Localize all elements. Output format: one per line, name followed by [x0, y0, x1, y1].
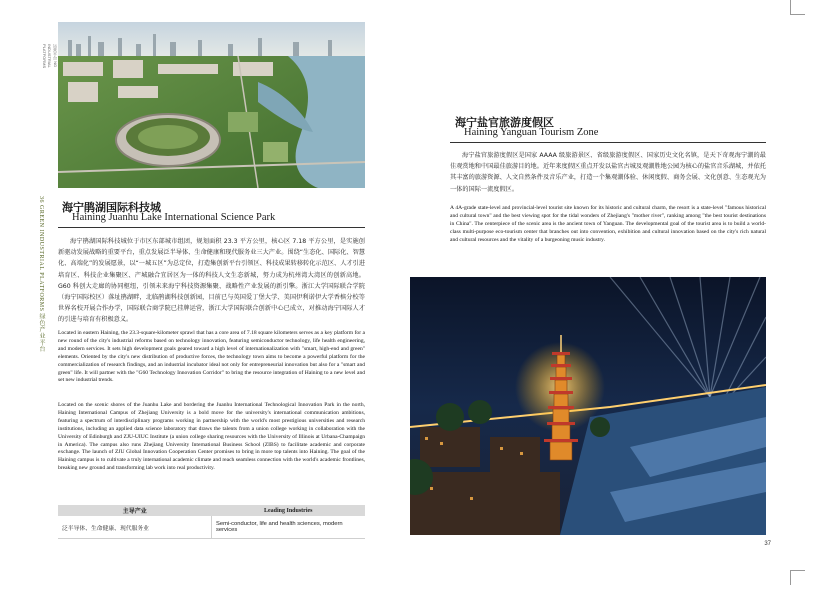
right-body-en: A 4A-grade state-level and provincial-level tourist site known for its historic and cultural charm, the resort is a state-level "famous historical and cultural town" and the best viewing spot for the tidal wonders of Zhejiang's "mother river", ranking among "the best tourist destinations in China". The centerpiece of the scenic area is the ancient town of Yanguan. The developmental goal of the tourist area is to build a world-class multi-purpose eco-tourism center that branches out into convention, exhibition and cultural innovation based on the city's rich natural and cultural resources and the vitality of a burgeoning music industry. [450, 205, 766, 243]
running-head: 运营平台 NG INDUSTRIAL PLATFORMS [42, 44, 58, 69]
side-label: 36 GREEN INDUSTRIAL PLATFORMS 绿色产业平台 [38, 196, 44, 353]
juanhu-campus-aerial-photo [58, 22, 365, 188]
left-title-rule [58, 227, 365, 228]
right-title-cn: 海宁盐官旅游度假区 [455, 117, 554, 129]
right-title-en: Haining Yanguan Tourism Zone [464, 127, 599, 138]
table-header-cn: 主导产业 [58, 505, 212, 516]
right-body-cn: 海宁盐官旅游度假区是国家 AAAA 级旅游景区、省级旅游度假区、国家历史文化名镇，是天下奇观海宁潮的最佳观赏地和中国最佳旅游目的地。近年来度假区重点开发以盐官古城及观潮胜地公园为核心的盐官音乐湖城，并依托其丰富的旅游资源、人文自然条件及音乐产业，打造一个集观潮体验、休闲度假、商务会展、文化创意、生态观光为一体的国际一流度假区。 [450, 152, 766, 193]
left-body-en-1: Located in eastern Haining, the 23.3-square-kilometer sprawl that has a core area of 7.18 square kilometers serves as a key platform for a new round of the city's industrial reforms based on technology innovation, featuring semiconductor technology, life health engineering, and modern services. It sets high development goals geared toward a high level of internationalization with "smart, high-end and green" elements. Oriented by the city's new distribution of productive forces, the technology town aims to become a powerful platform for the commercialization of research findings, and an industrial incubator ideal not only for entrepreneurial innovation but also for a "smart and green" life. It will partner with the "G60 Technology Innovation Corridor" to bring the resource integration of Haining to a new level and set new industrial trends. [58, 330, 365, 384]
table-cell-en: Semi-conductor, life and health sciences, modern services [212, 516, 366, 539]
page-number: 37 [764, 541, 771, 547]
yanguan-night-pagoda-photo [410, 277, 766, 535]
table-cell-cn: 泛半导体、生命健康、现代服务业 [58, 516, 212, 539]
right-title-rule [450, 142, 766, 143]
left-body-cn: 海宁鹃湖国际科技城位于市区东部城市组团，规划面积 23.3 平方公里，核心区 7.18 平方公里，是实施创新驱动发展战略的重要平台，重点发展泛半导体、生命健康和现代服务业三大产业。围绕“生态化、国际化、智慧化、高端化”的发展愿景，以“一城五区”为总定位，打造集创新平台引领区、科技成果转移转化示范区、人才引进培育区、科技企业集聚区、产城融合宜居区为一体的科技人文生态新城，努力成为杭州湾大湾区的创新高地。G60 科创大走廊的协同枢纽，引领未来海宁科技资源集聚、战略性产业发展的新引擎。浙江大学国际联合学院（海宁国际校区）落址鹃湖畔，北临鹃湖科技创新园，目前已与英国爱丁堡大学、美国伊利诺伊大学香槟分校等世界名校开展合作办学，国际联合商学院已挂牌运营，浙江大学国际联合创新中心已成立，对推动海宁国际人才的引进与培育有积极意义。 [58, 238, 365, 324]
left-body-en-2: Located on the scenic shores of the Juanhu Lake and bordering the Juanhu International Technological Innovation Park in the north, Haining International Campus of Zhejiang University is a bold move for the university's international communication ambitions, featuring a spectrum of interdisciplinary programs working in partnership with the world's most prestigious universities and research institutions, including an applied data science laboratory that draws the talents from a union college working in collaboration with the University of Edinburgh and ZJU-UIUC Institute (a union college sharing resources with the University of Illinois at Urbana-Champaign in America). The campus also runs Zhejiang University International Business School (ZIBS) to facilitate academic and corporate exchange. The launch of ZJU Global Innovation Cooperation Center promises to bring in more top talents into Haining. The goal of the Haining campus is to cultivate a truly international academic climate and reach seamless connection with the world's academic frontlines, breaking new ground and transforming lab work into real productivity. [58, 402, 365, 472]
table-header-en: Leading Industries [212, 505, 366, 516]
leading-industries-table [58, 505, 365, 539]
left-title-en: Haining Juanhu Lake International Science Park [72, 212, 276, 223]
left-title-cn: 海宁鹃湖国际科技城 [62, 202, 161, 214]
